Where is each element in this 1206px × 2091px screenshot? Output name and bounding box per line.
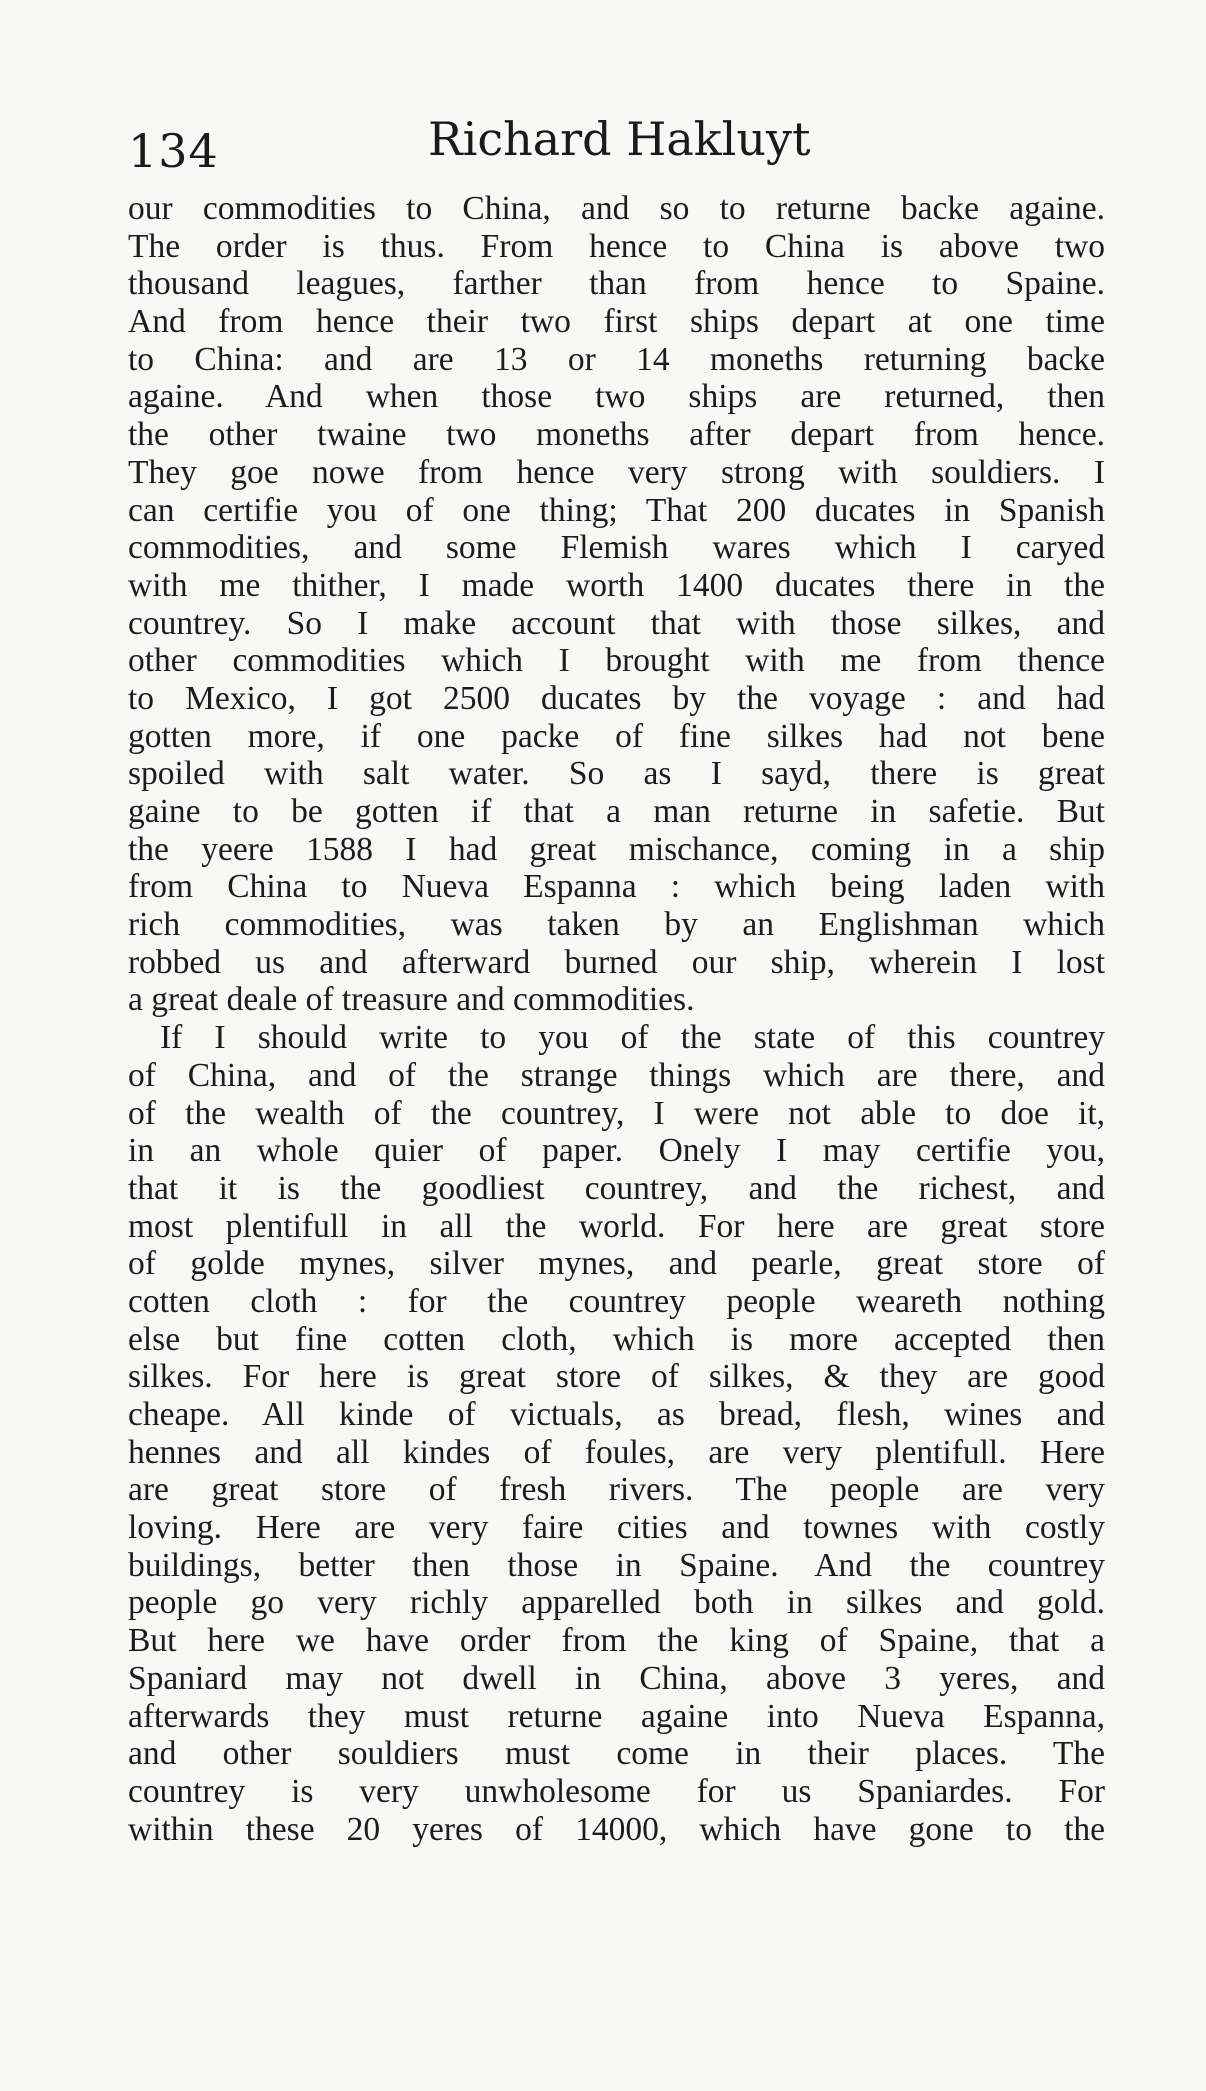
text-line: countrey. So I make account that with those silkes, and xyxy=(128,604,1105,642)
text-line: and other souldiers must come in their places. The xyxy=(128,1735,1105,1773)
text-line: can certifie you of one thing; That 200 ducates in Spanish xyxy=(128,491,1105,529)
text-line: loving. Here are very faire cities and townes with costly xyxy=(128,1509,1105,1547)
text-line: to China: and are 13 or 14 moneths returning backe xyxy=(128,340,1105,378)
text-line: afterwards they must returne againe into Nueva Espanna, xyxy=(128,1697,1105,1735)
text-line: are great store of fresh rivers. The people are very xyxy=(128,1471,1105,1509)
text-line: cheape. All kinde of victuals, as bread, flesh, wines and xyxy=(128,1396,1105,1433)
paragraph-start-line: If I should write to you of the state of this countrey xyxy=(160,1019,1105,1057)
paragraph-end-line: a great deale of treasure and commodities. xyxy=(128,981,695,1019)
text-line: And from hence their two first ships depart at one time xyxy=(128,303,1105,341)
text-line: the other twaine two moneths after depart from hence. xyxy=(128,416,1105,454)
text-line: silkes. For here is great store of silkes, & they are good xyxy=(128,1358,1105,1396)
text-line: to Mexico, I got 2500 ducates by the voyage : and had xyxy=(128,679,1105,717)
text-line: spoiled with salt water. So as I sayd, there is great xyxy=(128,755,1105,793)
text-line: thousand leagues, farther than from hence to Spaine. xyxy=(128,265,1105,303)
text-line: gotten more, if one packe of fine silkes had not bene xyxy=(128,717,1105,755)
text-line: Spaniard may not dwell in China, above 3 yeres, and xyxy=(128,1659,1105,1697)
running-head xyxy=(128,108,1108,178)
text-line: But here we have order from the king of Spaine, that a xyxy=(128,1622,1105,1660)
text-line: of golde mynes, silver mynes, and pearle, great store of xyxy=(128,1245,1105,1283)
text-line: robbed us and afterward burned our ship, wherein I lost xyxy=(128,943,1105,981)
text-line: the yeere 1588 I had great mischance, coming in a ship xyxy=(128,830,1105,868)
text-line: with me thither, I made worth 1400 ducates there in the xyxy=(128,566,1105,604)
running-title: Richard Hakluyt xyxy=(428,112,811,166)
text-line: They goe nowe from hence very strong with souldiers. I xyxy=(128,453,1105,491)
text-line: buildings, better then those in Spaine. And the countrey xyxy=(128,1546,1105,1584)
page-number: 134 xyxy=(128,124,219,178)
text-line: that it is the goodliest countrey, and the richest, and xyxy=(128,1169,1105,1207)
text-line: most plentifull in all the world. For here are great store xyxy=(128,1207,1105,1245)
text-line: countrey is very unwholesome for us Spaniardes. For xyxy=(128,1772,1105,1810)
text-line: hennes and all kindes of foules, are very plentifull. Here xyxy=(128,1433,1105,1471)
text-line: commodities, and some Flemish wares which I caryed xyxy=(128,529,1105,567)
text-line: of China, and of the strange things which are there, and xyxy=(128,1056,1105,1094)
text-line: againe. And when those two ships are returned, then xyxy=(128,378,1105,416)
text-line: The order is thus. From hence to China is above two xyxy=(128,227,1105,265)
text-line: gaine to be gotten if that a man returne in safetie. But xyxy=(128,793,1105,830)
text-line: other commodities which I brought with me from thence xyxy=(128,642,1105,680)
body-text xyxy=(128,190,1105,1848)
text-line: from China to Nueva Espanna : which being laden with xyxy=(128,868,1105,906)
text-line: rich commodities, was taken by an Englishman which xyxy=(128,906,1105,944)
text-line: cotten cloth : for the countrey people weareth nothing xyxy=(128,1282,1105,1320)
text-line: of the wealth of the countrey, I were not able to doe it, xyxy=(128,1094,1105,1132)
text-line: people go very richly apparelled both in silkes and gold. xyxy=(128,1584,1105,1622)
text-line: within these 20 yeres of 14000, which have gone to the xyxy=(128,1810,1105,1848)
text-line: our commodities to China, and so to returne backe againe. xyxy=(128,190,1105,227)
text-line: else but fine cotten cloth, which is more accepted then xyxy=(128,1320,1105,1358)
text-line: in an whole quier of paper. Onely I may certifie you, xyxy=(128,1132,1105,1170)
